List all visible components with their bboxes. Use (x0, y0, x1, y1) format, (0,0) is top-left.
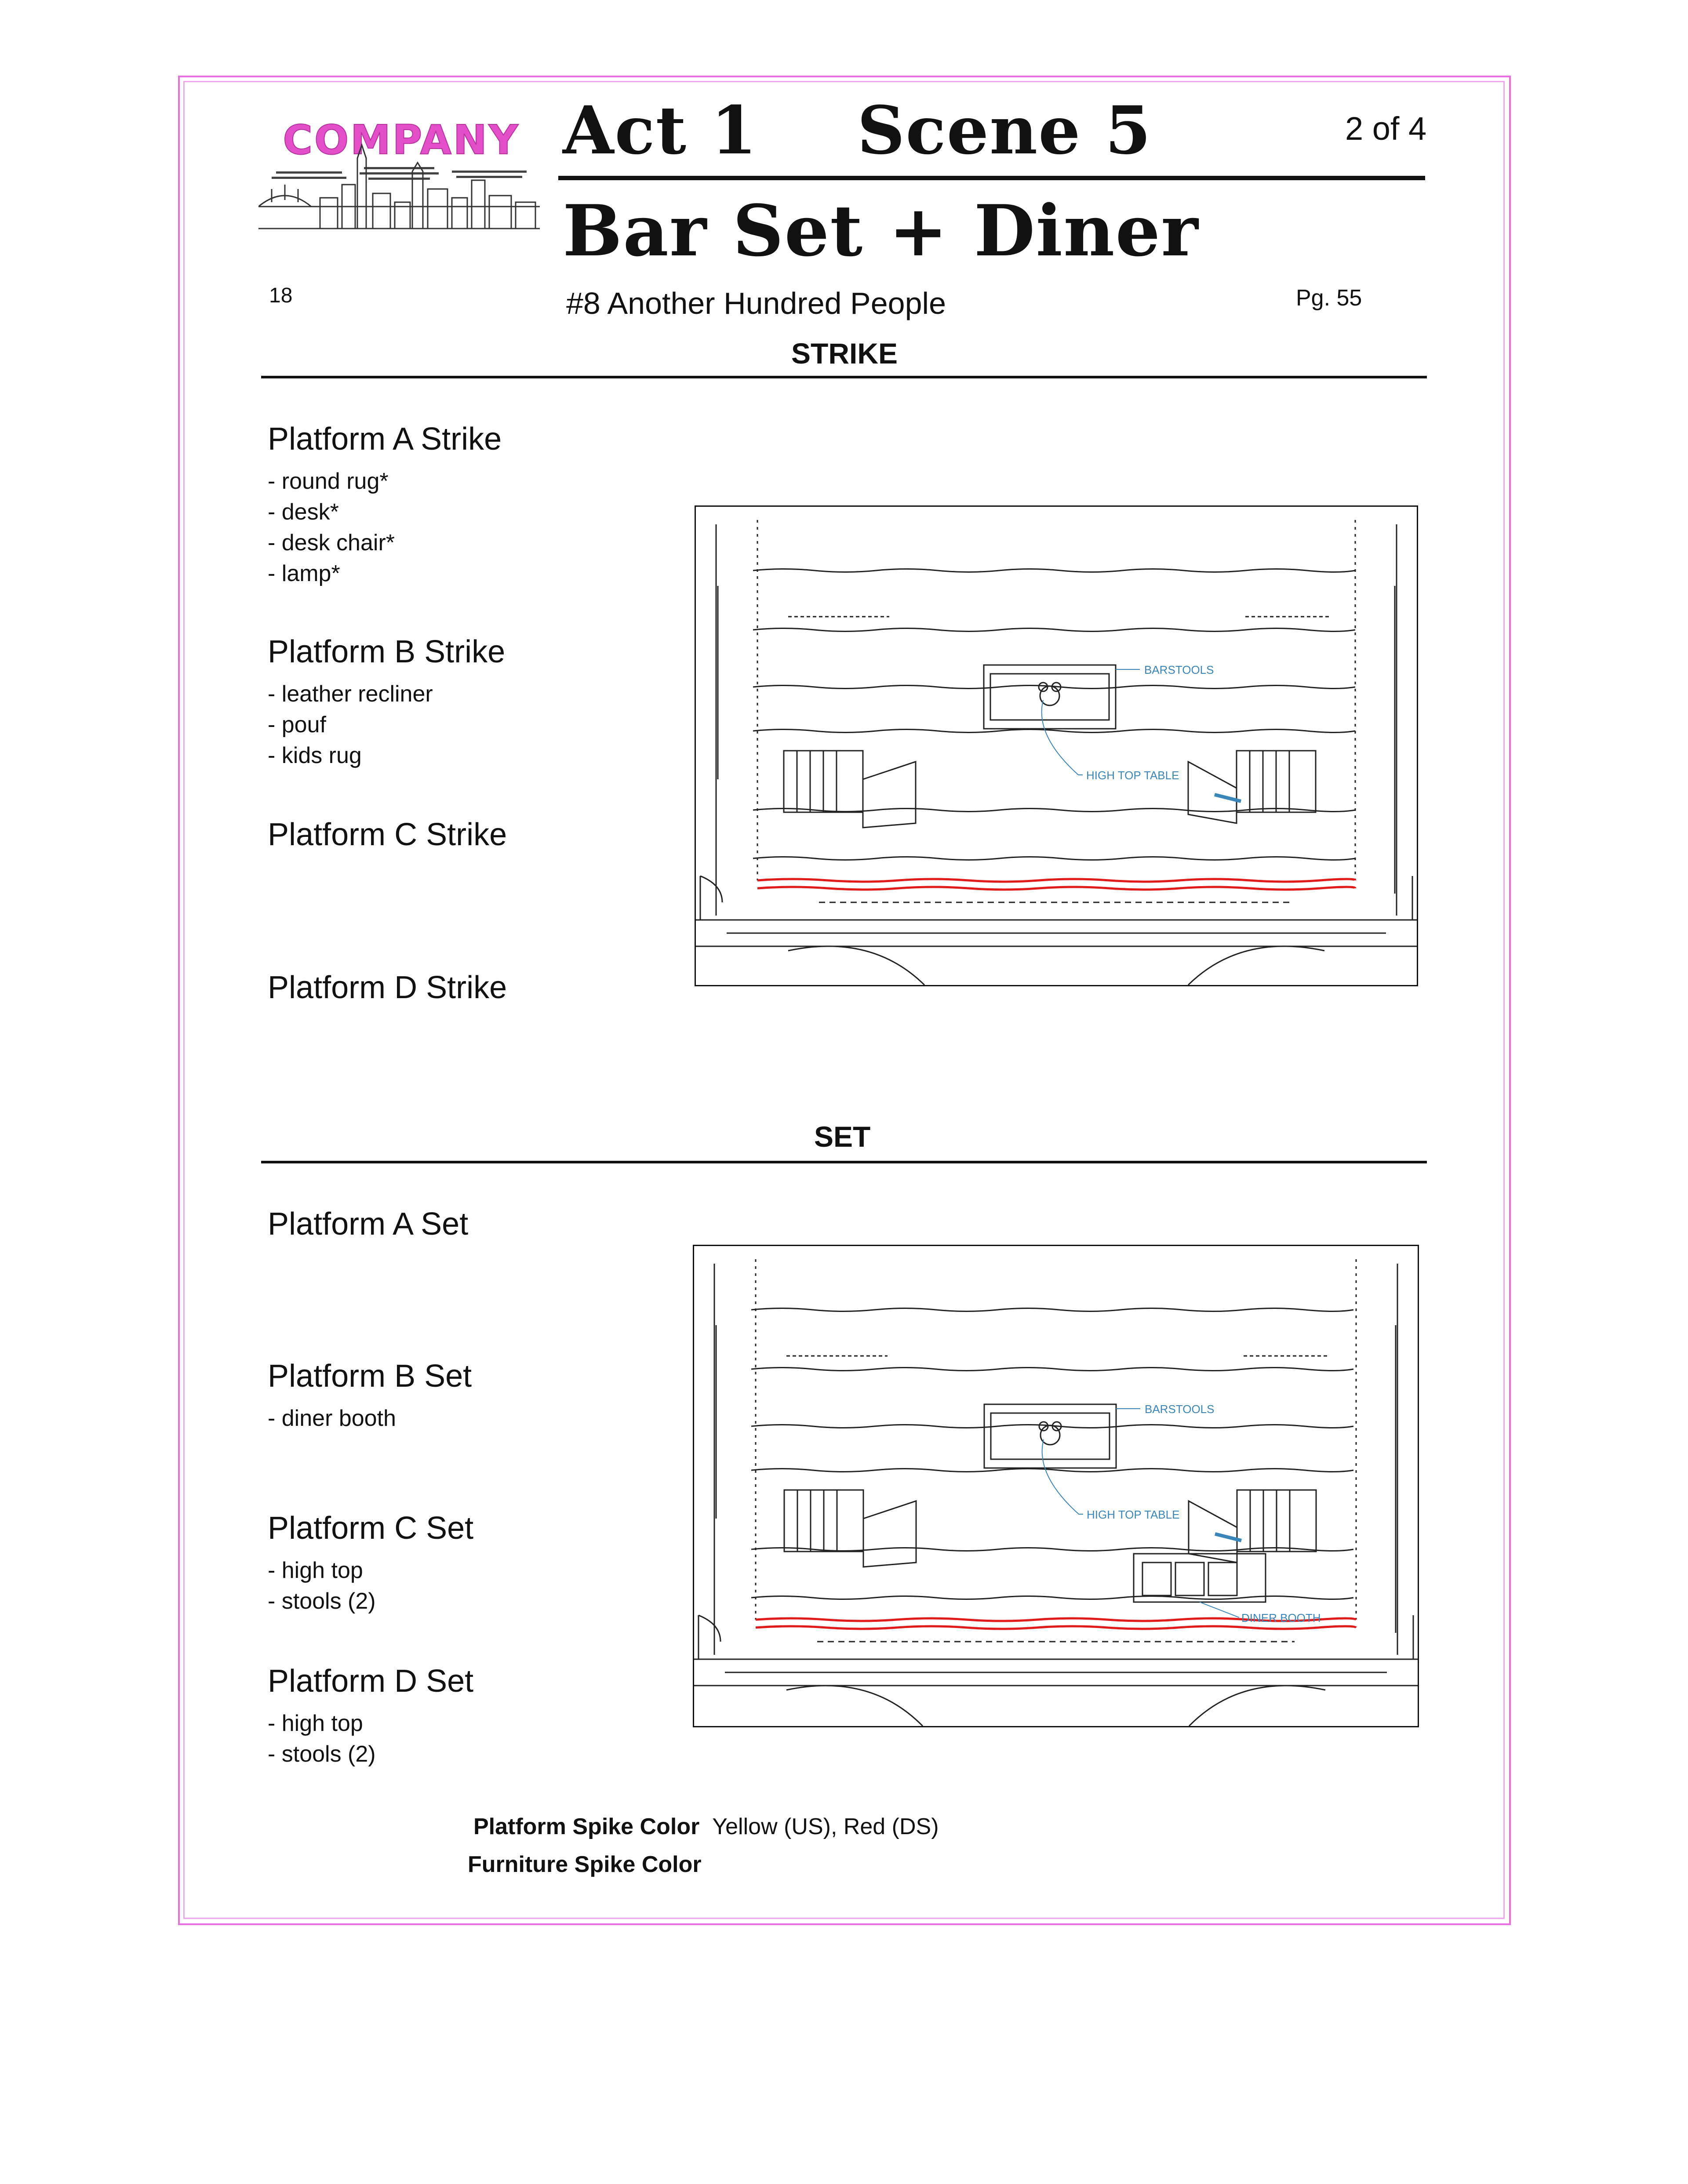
set-d-item: - stools (2) (268, 1741, 376, 1767)
strike-platform-b-label: Platform B Strike (268, 634, 506, 669)
strike-a-item: - round rug* (268, 469, 389, 494)
platform-spike-value: Yellow (US), Red (DS) (712, 1814, 939, 1839)
strike-b-item: - kids rug (268, 743, 362, 768)
furniture-spike-label: Furniture Spike Color (468, 1852, 702, 1877)
strike-platform-d-label: Platform D Strike (268, 970, 507, 1005)
set-ground-plan (693, 1245, 1419, 1727)
strike-platform-a-label: Platform A Strike (268, 422, 502, 457)
barstools-label: BARSTOOLS (1144, 663, 1214, 676)
set-platform-c-label: Platform C Set (268, 1511, 474, 1546)
set-b-item: - diner booth (268, 1406, 396, 1431)
platform-spike-row (473, 1813, 939, 1840)
set-platform-a-label: Platform A Set (268, 1206, 469, 1242)
diner-booth-label: DINER BOOTH (1241, 1611, 1321, 1624)
strike-a-item: - desk* (268, 499, 339, 525)
furniture-spike-row (468, 1851, 702, 1878)
logo-wordmark: COMPANY (283, 119, 520, 164)
strike-divider (261, 376, 1427, 378)
scene-location-title: Bar Set + Diner (563, 189, 1199, 272)
strike-a-item: - desk chair* (268, 530, 395, 556)
company-logo (258, 119, 544, 237)
set-divider (261, 1161, 1427, 1163)
song-title: #8 Another Hundred People (566, 286, 946, 320)
set-platform-d-label: Platform D Set (268, 1664, 474, 1699)
platform-spike-label: Platform Spike Color (473, 1814, 700, 1839)
strike-a-item: - lamp* (268, 561, 340, 586)
strike-heading: STRIKE (791, 337, 898, 370)
strike-platform-c-label: Platform C Strike (268, 817, 507, 852)
strike-b-item: - leather recliner (268, 681, 433, 707)
high-top-table-label: HIGH TOP TABLE (1087, 1508, 1180, 1521)
act-title: Act 1 (563, 92, 758, 169)
page-number: 18 (269, 284, 293, 307)
header-divider (558, 176, 1425, 180)
set-platform-b-label: Platform B Set (268, 1359, 472, 1394)
high-top-table-label: HIGH TOP TABLE (1086, 769, 1179, 782)
set-c-item: - stools (2) (268, 1588, 376, 1614)
set-heading: SET (814, 1120, 871, 1153)
scene-title: Scene 5 (857, 92, 1152, 169)
set-c-item: - high top (268, 1558, 363, 1583)
set-d-item: - high top (268, 1711, 363, 1736)
script-page: Pg. 55 (1296, 285, 1362, 311)
page-of-count: 2 of 4 (1345, 110, 1427, 147)
strike-b-item: - pouf (268, 712, 326, 738)
barstools-label: BARSTOOLS (1145, 1403, 1215, 1416)
strike-ground-plan (695, 505, 1418, 986)
